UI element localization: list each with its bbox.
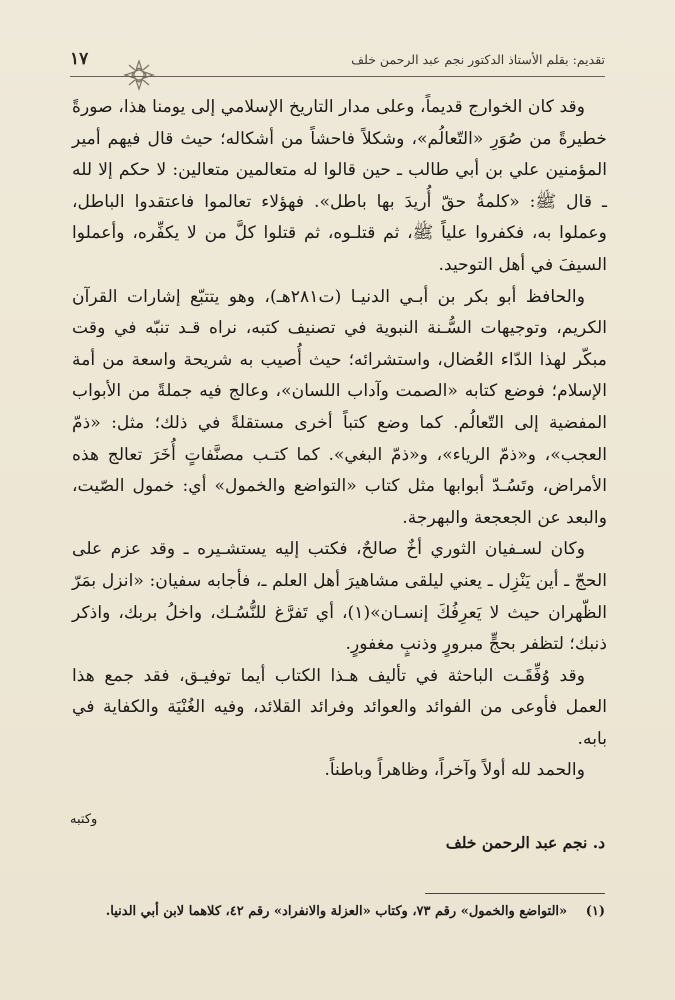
header-rule [70, 76, 605, 77]
footnote-marker: (١) [585, 904, 605, 919]
signature-block [70, 812, 605, 852]
paragraph-3: وكان لسـفيان الثوري أخٌ صالحٌ، فكتب إليه يستشـيره ـ وقد عزم على الحجّ ـ أين يَنْزِل ـ يعني ليلقى مشاهيرَ أهل العلم ـ، فأجابه سفيان: «انزل بمَرّ الظّهران حيث لا يَعرِفُكَ إنسـان»(١)، أي تَفرَّغ للنُّسُـك، واخلُ بربك، واذكر ذنبك؛ لتظفر بحجٍّ مبرورٍ وذنبٍ مغفورٍ. [72, 539, 607, 655]
paragraph-1: وقد كان الخوارج قديماً، وعلى مدار التاريخ الإسلامي إلى يومنا هذا، صورةً خطيرةً من صُوَرِ «التّعالُم»، وشكلاً فاحشاً من أشكاله؛ حيث قال فيهم أمير المؤمنين علي بن أبي طالب ـ حين قالوا له متعالمين متعالين: لا حكم إلا لله ـ قال ﷺ: «كلمةُ حقّ أُريدَ بها باطل». فهؤلاء تعالموا فاعتقدوا الباطل، وعملوا به، فكفروا علياً ﷺ، ثم قتلـوه، ثم قتلوا كلَّ من لا يكفِّره، وأعملوا السيفَ في أهل التوحيد. [72, 97, 607, 275]
footnote [72, 902, 605, 922]
signature-label: وكتبه [70, 812, 98, 827]
paragraph-2: والحافظ أبو بكر بن أبـي الدنيـا (ت٢٨١هـ)، وهو يتتبّع إشارات القرآن الكريم، وتوجيهات السُّـنة النبوية في تصنيف كتبه، نراه قـد تنبّه في وقت مبكّر لهذا الدّاء العُضال، واستشرائه؛ حيث أُصيب به شريحة واسعة من أمة الإسلام؛ فوضع كتابه «الصمت وآداب اللسان»، وعالج فيه جملةً من الأبواب المفضية إلى التّعالُم. كما وضع كتباً أخرى مستقلةً في ذلك؛ مثل: «ذمّ العجب»، و«ذمّ الرياء»، و«ذمّ البغي». كما كتـب مصنَّفاتٍ أُخَرَ تعالج هذه الأمراض، وتَسُـدّ أبوابها مثل كتاب «التواضع والخمول» أي: خمول الصّيت، والبعد عن الجعجعة والبهرجة. [72, 286, 607, 528]
paragraph-4: وقد وُفِّقَـت الباحثة في تأليف هـذا الكتاب أيما توفيـق، فقد جمع هذا العمل فأوعى من الفوائد والعوائد وفرائد القلائد، وفيه الغُنْيَة والكفاية في بابه. [72, 665, 607, 749]
signature-name: د. نجم عبد الرحمن خلف [445, 833, 605, 852]
footnote-text: «التواضع والخمول» رقم ٧٣، وكتاب «العزلة والانفراد» رقم ٤٢، كلاهما لابن أبي الدنيا. [105, 904, 568, 919]
ornament-icon [122, 58, 156, 92]
footnote-rule [425, 893, 605, 894]
paragraph-5: والحمد لله أولاً وآخراً، وظاهراً وباطناً. [324, 760, 585, 781]
running-head: تقديم: بقلم الأستاذ الدكتور نجم عبد الرحمن خلف [351, 51, 605, 67]
page-number: ١٧ [70, 49, 89, 69]
main-text [72, 92, 607, 787]
